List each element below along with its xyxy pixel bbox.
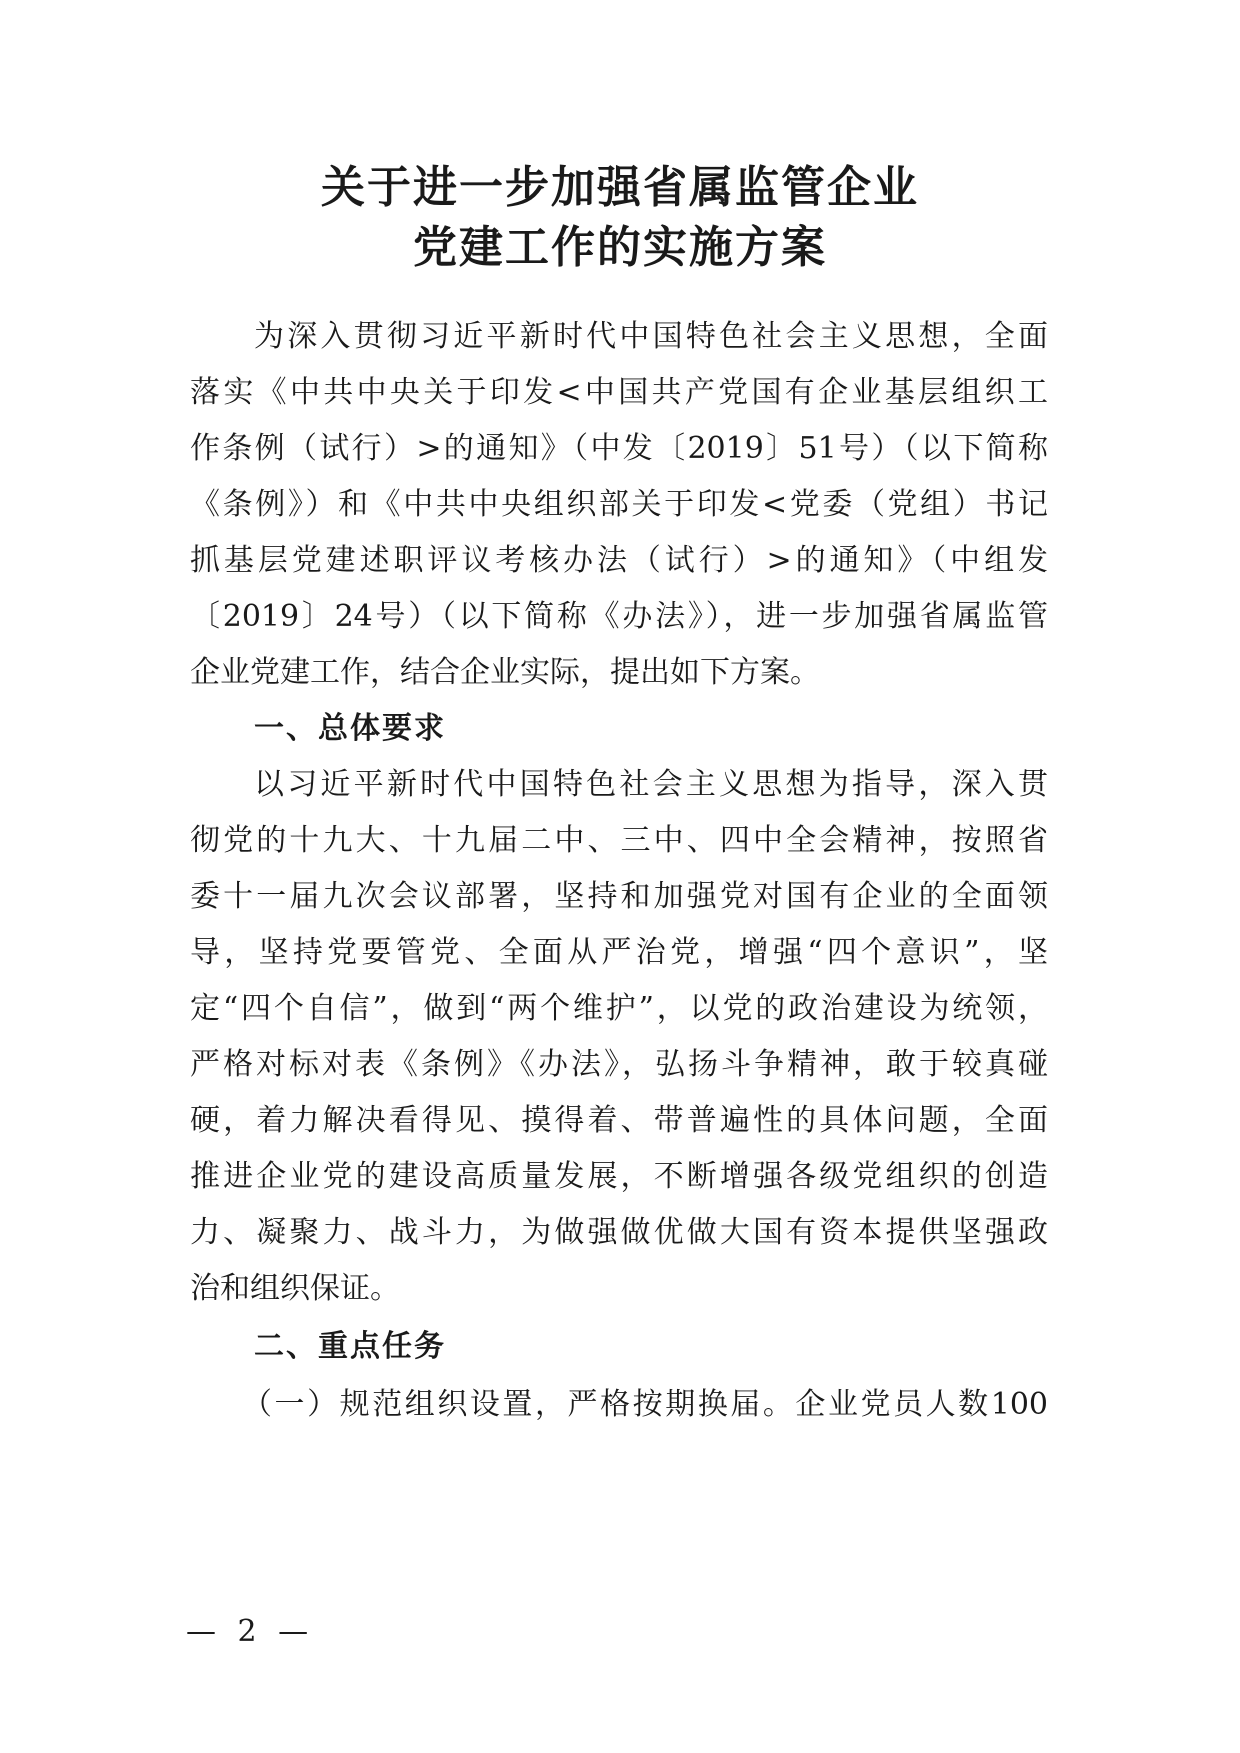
paragraph-line: 推进企业党的建设高质量发展，不断增强各级党组织的创造 — [190, 1159, 1048, 1194]
paragraph-line: （一）规范组织设置，严格按期换届。企业党员人数100 — [242, 1387, 1048, 1422]
page-number: — 2 — — [186, 1614, 315, 1649]
paragraph-line: 《条例》）和《中共中央组织部关于印发<党委（党组）书记 — [190, 487, 1048, 522]
paragraph-line: 落实《中共中央关于印发<中国共产党国有企业基层组织工 — [190, 375, 1048, 410]
paragraph-line: 治和组织保证。 — [190, 1271, 400, 1306]
paragraph-line: 硬，着力解决看得见、摸得着、带普遍性的具体问题，全面 — [190, 1103, 1048, 1138]
paragraph-line: 定“四个自信”，做到“两个维护”，以党的政治建设为统领， — [190, 991, 1048, 1026]
paragraph-line: 力、凝聚力、战斗力，为做强做优做大国有资本提供坚强政 — [190, 1215, 1048, 1250]
paragraph-line: 彻党的十九大、十九届二中、三中、四中全会精神，按照省 — [190, 823, 1048, 858]
document-title-line1: 关于进一步加强省属监管企业 — [321, 162, 919, 213]
paragraph-line: 企业党建工作，结合企业实际，提出如下方案。 — [190, 655, 820, 690]
paragraph-line: 作条例（试行）>的通知》（中发〔2019〕51号）（以下简称 — [190, 431, 1048, 466]
paragraph-line: 严格对标对表《条例》《办法》，弘扬斗争精神，敢于较真碰 — [190, 1047, 1048, 1082]
document-title-line2: 党建工作的实施方案 — [413, 222, 827, 273]
section-heading: 一、总体要求 — [254, 711, 446, 746]
paragraph-line: 抓基层党建述职评议考核办法（试行）>的通知》（中组发 — [190, 543, 1048, 578]
paragraph-line: 以习近平新时代中国特色社会主义思想为指导，深入贯 — [254, 767, 1048, 802]
section-heading: 二、重点任务 — [254, 1329, 446, 1364]
paragraph-line: 导，坚持党要管党、全面从严治党，增强“四个意识”，坚 — [190, 935, 1048, 970]
paragraph-line: 委十一届九次会议部署，坚持和加强党对国有企业的全面领 — [190, 879, 1048, 914]
paragraph-line: 为深入贯彻习近平新时代中国特色社会主义思想，全面 — [254, 319, 1048, 354]
paragraph-line: 〔2019〕24号）（以下简称《办法》），进一步加强省属监管 — [190, 599, 1048, 634]
